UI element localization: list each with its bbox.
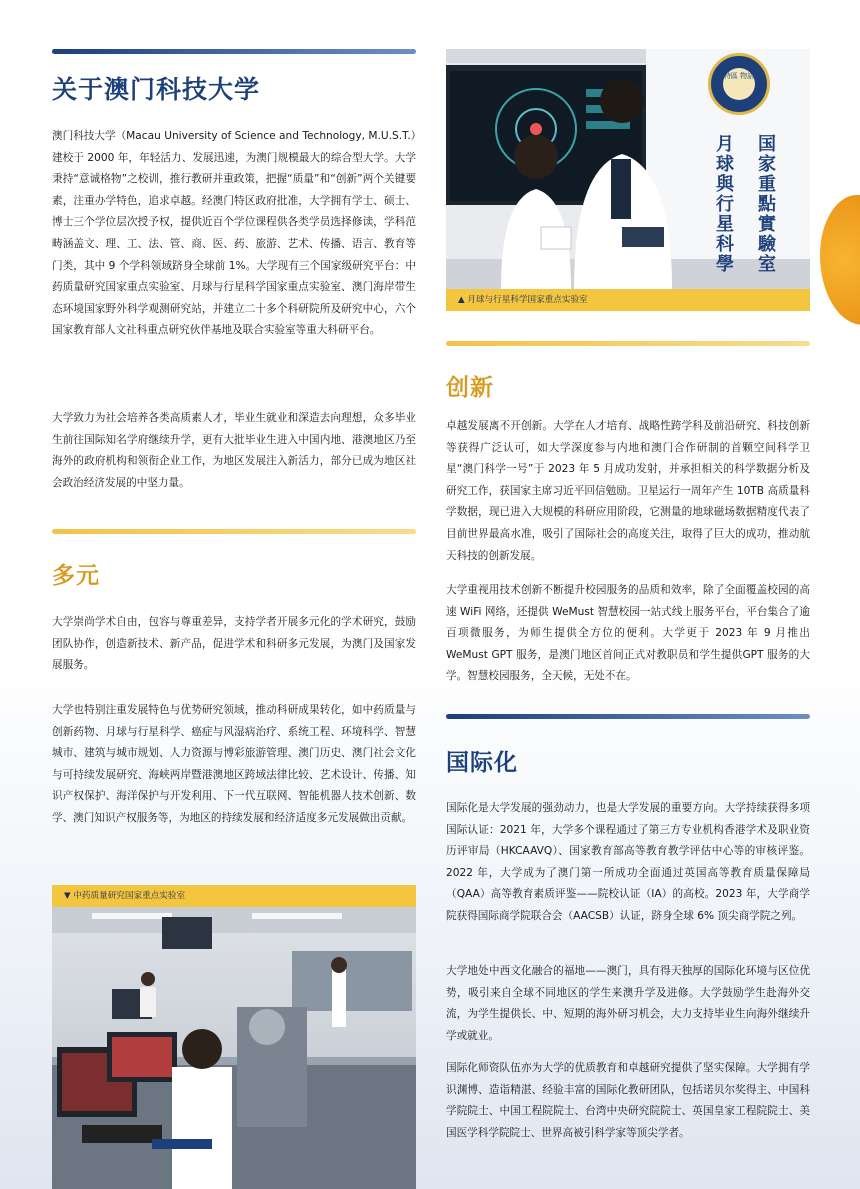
section-rule-intl [446, 714, 810, 719]
intl-paragraph-1: 国际化是大学发展的强劲动力，也是大学发展的重要方向。大学持续获得多项国际认证：2021 年，大学多个课程通过了第三方专业机构香港学术及职业资历评审局（HKCAAVQ）、国家教育部高等教育教学评估中心等的审核评鉴。2022 年，大学成为了澳门第一所成功全面通过英国高等教育质量保障局（QAA）高等教育素质评鉴——院校认证（IA）的高校。2023 年，大学商学院获得国际商学院联合会（AACSB）认证，跻身全球 6% 顶尖商学院之列。 [446, 802, 810, 922]
photo-caption-tcm-lab: ▼ 中药质量研究国家重点实验室 [52, 885, 416, 907]
photo-tcm-lab [52, 907, 416, 1189]
university-logo [708, 53, 770, 115]
photo-caption-lunar-lab: ▲ 月球与行星科学国家重点实验室 [446, 289, 810, 311]
section-rule-diverse [52, 529, 416, 534]
diverse-paragraph-2: 大学也特别注重发展特色与优势研究领域，推动科研成果转化，如中药质量与创新药物、月球与行星科学、癌症与风湿病治疗、系统工程、环境科学、智慧城市、建筑与城市规划、人力资源与博彩旅游管理、澳门历史、澳门社会文化与可持续发展研究、海峡两岸暨港澳地区跨域法律比较、艺术设计、传播、知识产权保护、海洋保护与开发利用、下一代互联网、智能机器人技术创新、数学、澳门知识产权服务等，为地区的持续发展和经济适度多元发展做出贡献。 [52, 704, 416, 824]
innovation-heading: 创新 [446, 375, 494, 401]
innovation-paragraph-1: 卓越发展离不开创新。大学在人才培育、战略性跨学科及前沿研究、科技创新等获得广泛认可，如大学深度参与内地和澳门合作研制的首颗空间科学卫星“澳门科学一号”于 2023 年 5 月成功发射，并承担相关的科学数据分析及研究工作，获国家主席习近平回信勉励。卫星运行一周年产生 10TB 高质量科学数据，现已进入大规模的科研应用阶段，它测量的地球磁场数据精度代表了目前世界最高水准，吸引了国际社会的高度关注，取得了巨大的成功，推动航天科技的创新发展。 [446, 420, 810, 562]
intl-heading: 国际化 [446, 750, 518, 776]
section-rule-about [52, 49, 416, 54]
section-rule-innovation [446, 341, 810, 346]
about-paragraph-1: 澳门科技大学（Macau University of Science and Technology, M.U.S.T.）建校于 2000 年，年轻活力、发展迅速，为澳门规模最大的综合型大学。大学秉持“意诚格物”之校训，推行教研并重政策，把握“质量”和“创新”两个关键要素，注重办学特色，追求卓越。经澳门特区政府批准，大学拥有学士、硕士、博士三个学位层次授予权，提供近百个学位课程供各类学员选择修读，学科范畴涵盖文、理、工、法、管、商、医、药、旅游、艺术、传播、语言、教育等门类，其中 9 个学科领域跻身全球前 1%。大学现有三个国家级研究平台：中药质量研究国家重点实验室、月球与行星科学国家重点实验室、澳门海岸带生态环境国家野外科学观测研究站，并建立二十多个科研院所及研究中心，六个国家教育部人文社科重点研究伙伴基地及联合实验室等重大科研平台。 [52, 130, 416, 337]
diverse-heading: 多元 [52, 563, 100, 589]
intl-paragraph-3: 国际化师资队伍亦为大学的优质教育和卓越研究提供了坚实保障。大学拥有学识渊博、造诣精湛、经验丰富的国际化教研团队，包括诺贝尔奖得主、中国科学院院士、中国工程院院士、台湾中央研究院院士、英国皇家工程院院士、美国医学科学院院士、世界高被引科学家等顶尖学者。 [446, 1062, 810, 1139]
about-heading: 关于澳门科技大学 [52, 75, 261, 104]
innovation-paragraph-2: 大学重视用技术创新不断提升校园服务的品质和效率，除了全面覆盖校园的高速 WiFi 网络，还提供 WeMust 智慧校园一站式线上服务平台，平台集合了逾百项微服务，为师生提供全方位的便利。大学更于 2023 年 9 月推出 WeMust GPT 服务，是澳门地区首间正式对教职员和学生提供GPT 服务的大学。智慧校园服务，全天候，无处不在。 [446, 584, 810, 683]
tcm-lab-illustration [52, 907, 416, 1189]
lab-sign-name: 国家重點實驗室 [758, 134, 776, 275]
diverse-paragraph-1: 大学崇尚学术自由，包容与尊重差异，支持学者开展多元化的学术研究，鼓励团队协作，创造新技术、新产品，促进学术和科研多元发展，为澳门及国家发展服务。 [52, 616, 416, 672]
lab-sign-subject: 月球與行星科學 [716, 134, 734, 275]
about-paragraph-2: 大学致力为社会培养各类高质素人才，毕业生就业和深造去向理想，众多毕业生前往国际知名学府继续升学，更有大批毕业生进入中国内地、港澳地区乃至海外的政府机构和领衔企业工作，为地区发展注入新活力，部分已成为地区社会政治经济发展的中坚力量。 [52, 412, 416, 489]
photo-lunar-lab [446, 49, 810, 289]
university-logo-text: 特區 物語 [723, 68, 755, 100]
intl-paragraph-2: 大学地处中西文化融合的福地——澳门，具有得天独厚的国际化环境与区位优势，吸引来自全球不同地区的学生来澳升学及进修。大学鼓励学生赴海外交流，为学生提供长、中、短期的海外研习机会，大力支持毕业生向海外继续升学或就业。 [446, 965, 810, 1042]
